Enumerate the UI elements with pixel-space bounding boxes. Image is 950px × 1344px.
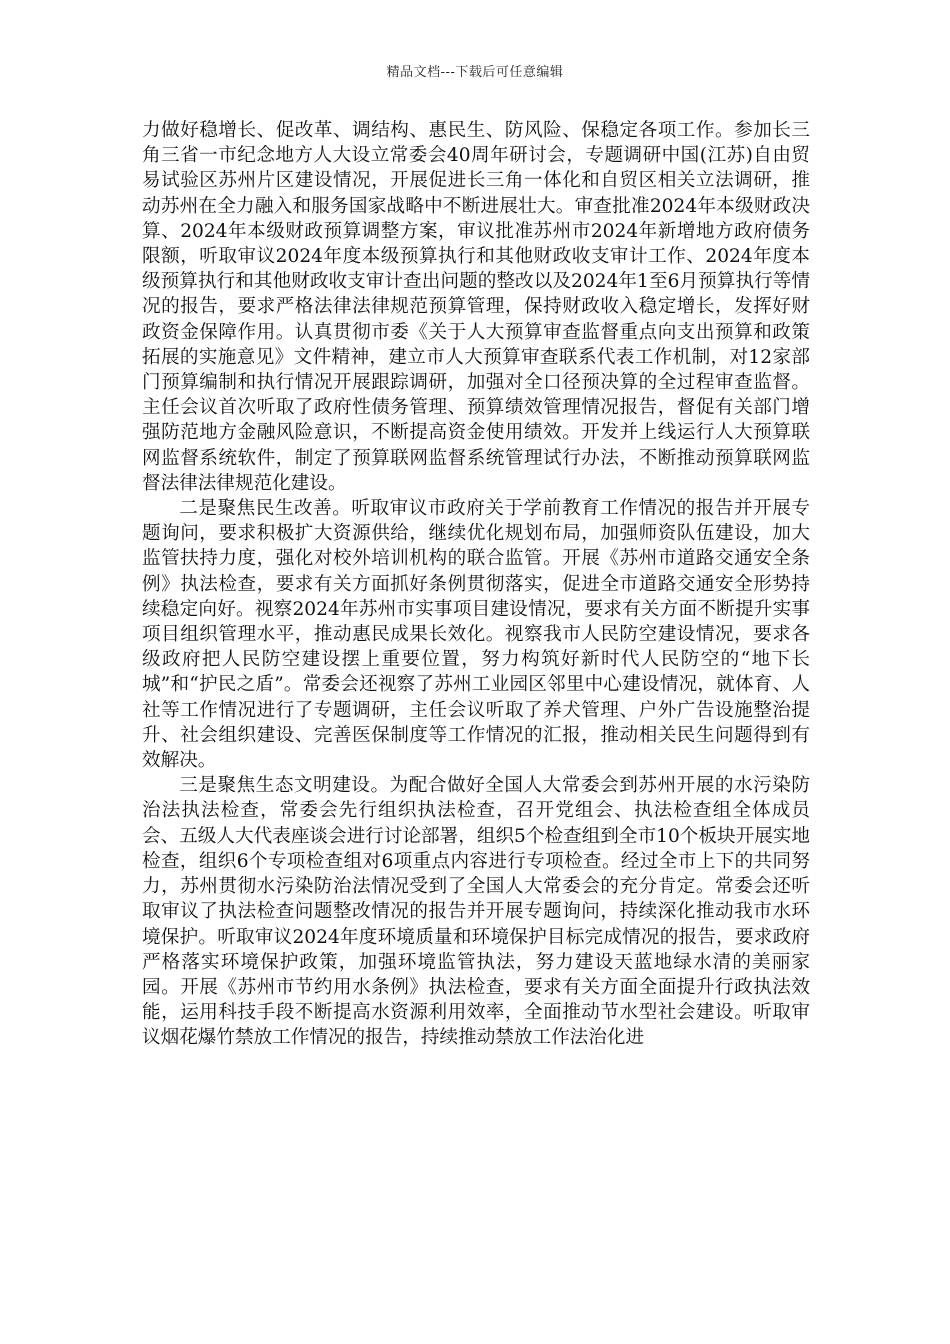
document-body (142, 118, 810, 1051)
paragraph-ecology: 三是聚焦生态文明建设。为配合做好全国人大常委会到苏州开展的水污染防治法执法检查，常委会先行组织执法检查，召开党组会、执法检查组全体成员会、五级人大代表座谈会进行讨论部署，组织5个检查组到全市10个板块开展实地检查，组织6个专项检查组对6项重点内容进行专项检查。经过全市上下的共同努力，苏州贯彻水污染防治法情况受到了全国人大常委会的充分肯定。常委会还听取审议了执法检查问题整改情况的报告并开展专题询问，持续深化推动我市水环境保护。听取审议2024年度环境质量和环境保护目标完成情况的报告，要求政府严格落实环境保护政策，加强环境监管执法，努力建设天蓝地绿水清的美丽家园。开展《苏州市节约用水条例》执法检查，要求有关方面全面提升行政执法效能，运用科技手段不断提高水资源利用效率，全面推动节水型社会建设。听取审议烟花爆竹禁放工作情况的报告，持续推动禁放工作法治化进 (142, 775, 810, 1049)
paragraph-budget-oversight: 力做好稳增长、促改革、调结构、惠民生、防风险、保稳定各项工作。参加长三角三省一市纪念地方人大设立常委会40周年研讨会，专题调研中国(江苏)自由贸易试验区苏州片区建设情况，开展促进长三角一体化和自贸区相关立法调研，推动苏州在全力融入和服务国家战略中不断进展壮大。审查批准2024年本级财政决算、2024年本级财政预算调整方案，审议批准苏州市2024年新增地方政府债务限额，听取审议2024年度本级预算执行和其他财政收支审计工作、2024年度本级预算执行和其他财政收支审计查出问题的整改以及2024年1至6月预算执行等情况的报告，要求严格法律法律规范预算管理，保持财政收入稳定增长，发挥好财政资金保障作用。认真贯彻市委《关于人大预算审查监督重点向支出预算和政策拓展的实施意见》文件精神，建立市人大预算审查联系代表工作机制，对12家部门预算编制和执行情况开展跟踪调研，加强对全口径预决算的全过程审查监督。主任会议首次听取了政府性债务管理、预算绩效管理情况报告，督促有关部门增强防范地方金融风险意识，不断提高资金使用绩效。开发并上线运行人大预算联网监督系统软件，制定了预算联网监督系统管理试行办法，不断推动预算联网监督法律法律规范化建设。 (142, 120, 810, 494)
page-header: 精品文档---下载后可任意编辑 (386, 65, 564, 80)
paragraph-livelihood: 二是聚焦民生改善。听取审议市政府关于学前教育工作情况的报告并开展专题询问，要求积极扩大资源供给，继续优化规划布局，加强师资队伍建设，加大监管扶持力度，强化对校外培训机构的联合监管。开展《苏州市道路交通安全条例》执法检查，要求有关方面抓好条例贯彻落实，促进全市道路交通安全形势持续稳定向好。视察2024年苏州市实事项目建设情况，要求有关方面不断提升实事项目组织管理水平，推动惠民成果长效化。视察我市人民防空建设情况，要求各级政府把人民防空建设摆上重要位置，努力构筑好新时代人民防空的“地下长城”和“护民之盾”。常委会还视察了苏州工业园区邻里中心建设情况，就体育、人社等工作情况进行了专题调研，主任会议听取了养犬管理、户外广告设施整治提升、社会组织建设、完善医保制度等工作情况的汇报，推动相关民生问题得到有效解决。 (142, 498, 810, 772)
